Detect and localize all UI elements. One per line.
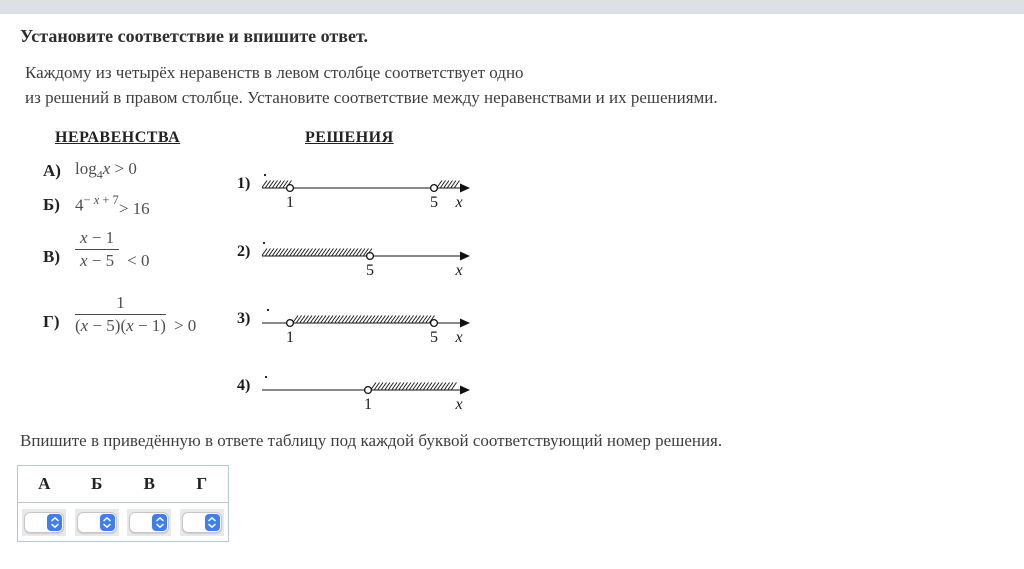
answer-select-g[interactable] [180,509,224,536]
stepper-icon [47,514,62,531]
numerator: 1 [75,293,166,315]
stepper-icon [100,514,115,531]
inequality-v-formula [75,228,149,271]
svg-text:x: x [455,329,463,346]
stepper-icon [152,514,167,531]
answer-header-g: Г [196,474,208,493]
svg-text:5: 5 [366,262,374,279]
inequality-g-formula [75,293,196,336]
answer-cell-v [123,509,176,536]
number-line-3-diagram [230,301,476,349]
number-line-4 [230,368,476,416]
top-bar [0,0,1024,14]
answer-table [17,465,229,542]
stepper-icon [205,514,220,531]
svg-text:x: x [455,262,463,279]
log-arg: x [102,159,111,178]
page-title: Установите соответствие и впишите ответ. [20,26,368,46]
inequality-v-label: В) [43,247,60,266]
svg-text:1: 1 [286,329,294,346]
answer-select-v[interactable] [127,509,171,536]
inequality-a-formula [75,159,137,182]
number-line-3 [230,301,476,349]
inequality-b-label: Б) [43,195,60,214]
answer-cell-a [18,509,71,536]
svg-text:1: 1 [364,396,372,413]
intro-line-2: из решений в правом столбце. Установите соответствие между неравенствами и их решениями. [25,88,718,107]
answer-header-v: В [143,474,155,493]
numerator: x − 1 [75,228,119,250]
number-line-1-label: 1) [237,175,251,192]
log-base: 4 [96,167,103,182]
power-base: 4 [75,195,84,215]
number-line-2-diagram [230,234,476,282]
relation: > 16 [118,198,150,218]
answer-cell-g [176,509,229,536]
svg-text:5: 5 [430,329,438,346]
intro-line-1: Каждому из четырёх неравенств в левом столбце соответствует одно [25,63,524,82]
number-line-1 [230,166,476,214]
power-exponent: − x + 7 [83,193,119,207]
inequality-a-label: А) [43,161,61,180]
answer-header-a: А [38,474,51,493]
solutions-header: РЕШЕНИЯ [305,129,394,146]
relation: < 0 [127,251,150,271]
number-line-4-label: 4) [237,377,251,394]
answer-select-b[interactable] [75,509,119,536]
svg-text:1: 1 [286,194,294,211]
denominator: (x − 5)(x − 1) [75,316,166,335]
log-fn: log [75,159,97,178]
answer-select-a[interactable] [22,509,66,536]
number-line-4-diagram [230,368,476,416]
svg-text:5: 5 [430,194,438,211]
inequality-g-label: Г) [43,312,60,331]
answer-table-header-row [18,466,228,503]
denominator: x − 5 [80,251,115,270]
svg-text:x: x [455,396,463,413]
answer-cell-b [71,509,124,536]
number-line-1-diagram [230,166,476,214]
answer-header-b: Б [91,474,103,493]
relation: > 0 [173,316,197,336]
number-line-2 [230,234,476,282]
answer-instruction: Впишите в приведённую в ответе таблицу под каждой буквой соответствующий номер решения. [20,431,723,450]
number-line-2-label: 2) [237,243,251,260]
fraction [75,228,119,271]
inequalities-header: НЕРАВЕНСТВА [55,129,181,146]
svg-text:x: x [455,194,463,211]
inequality-b-formula [75,193,150,216]
answer-table-input-row [18,503,228,541]
number-line-3-label: 3) [237,310,251,327]
fraction [75,293,166,336]
relation: > 0 [110,159,137,178]
